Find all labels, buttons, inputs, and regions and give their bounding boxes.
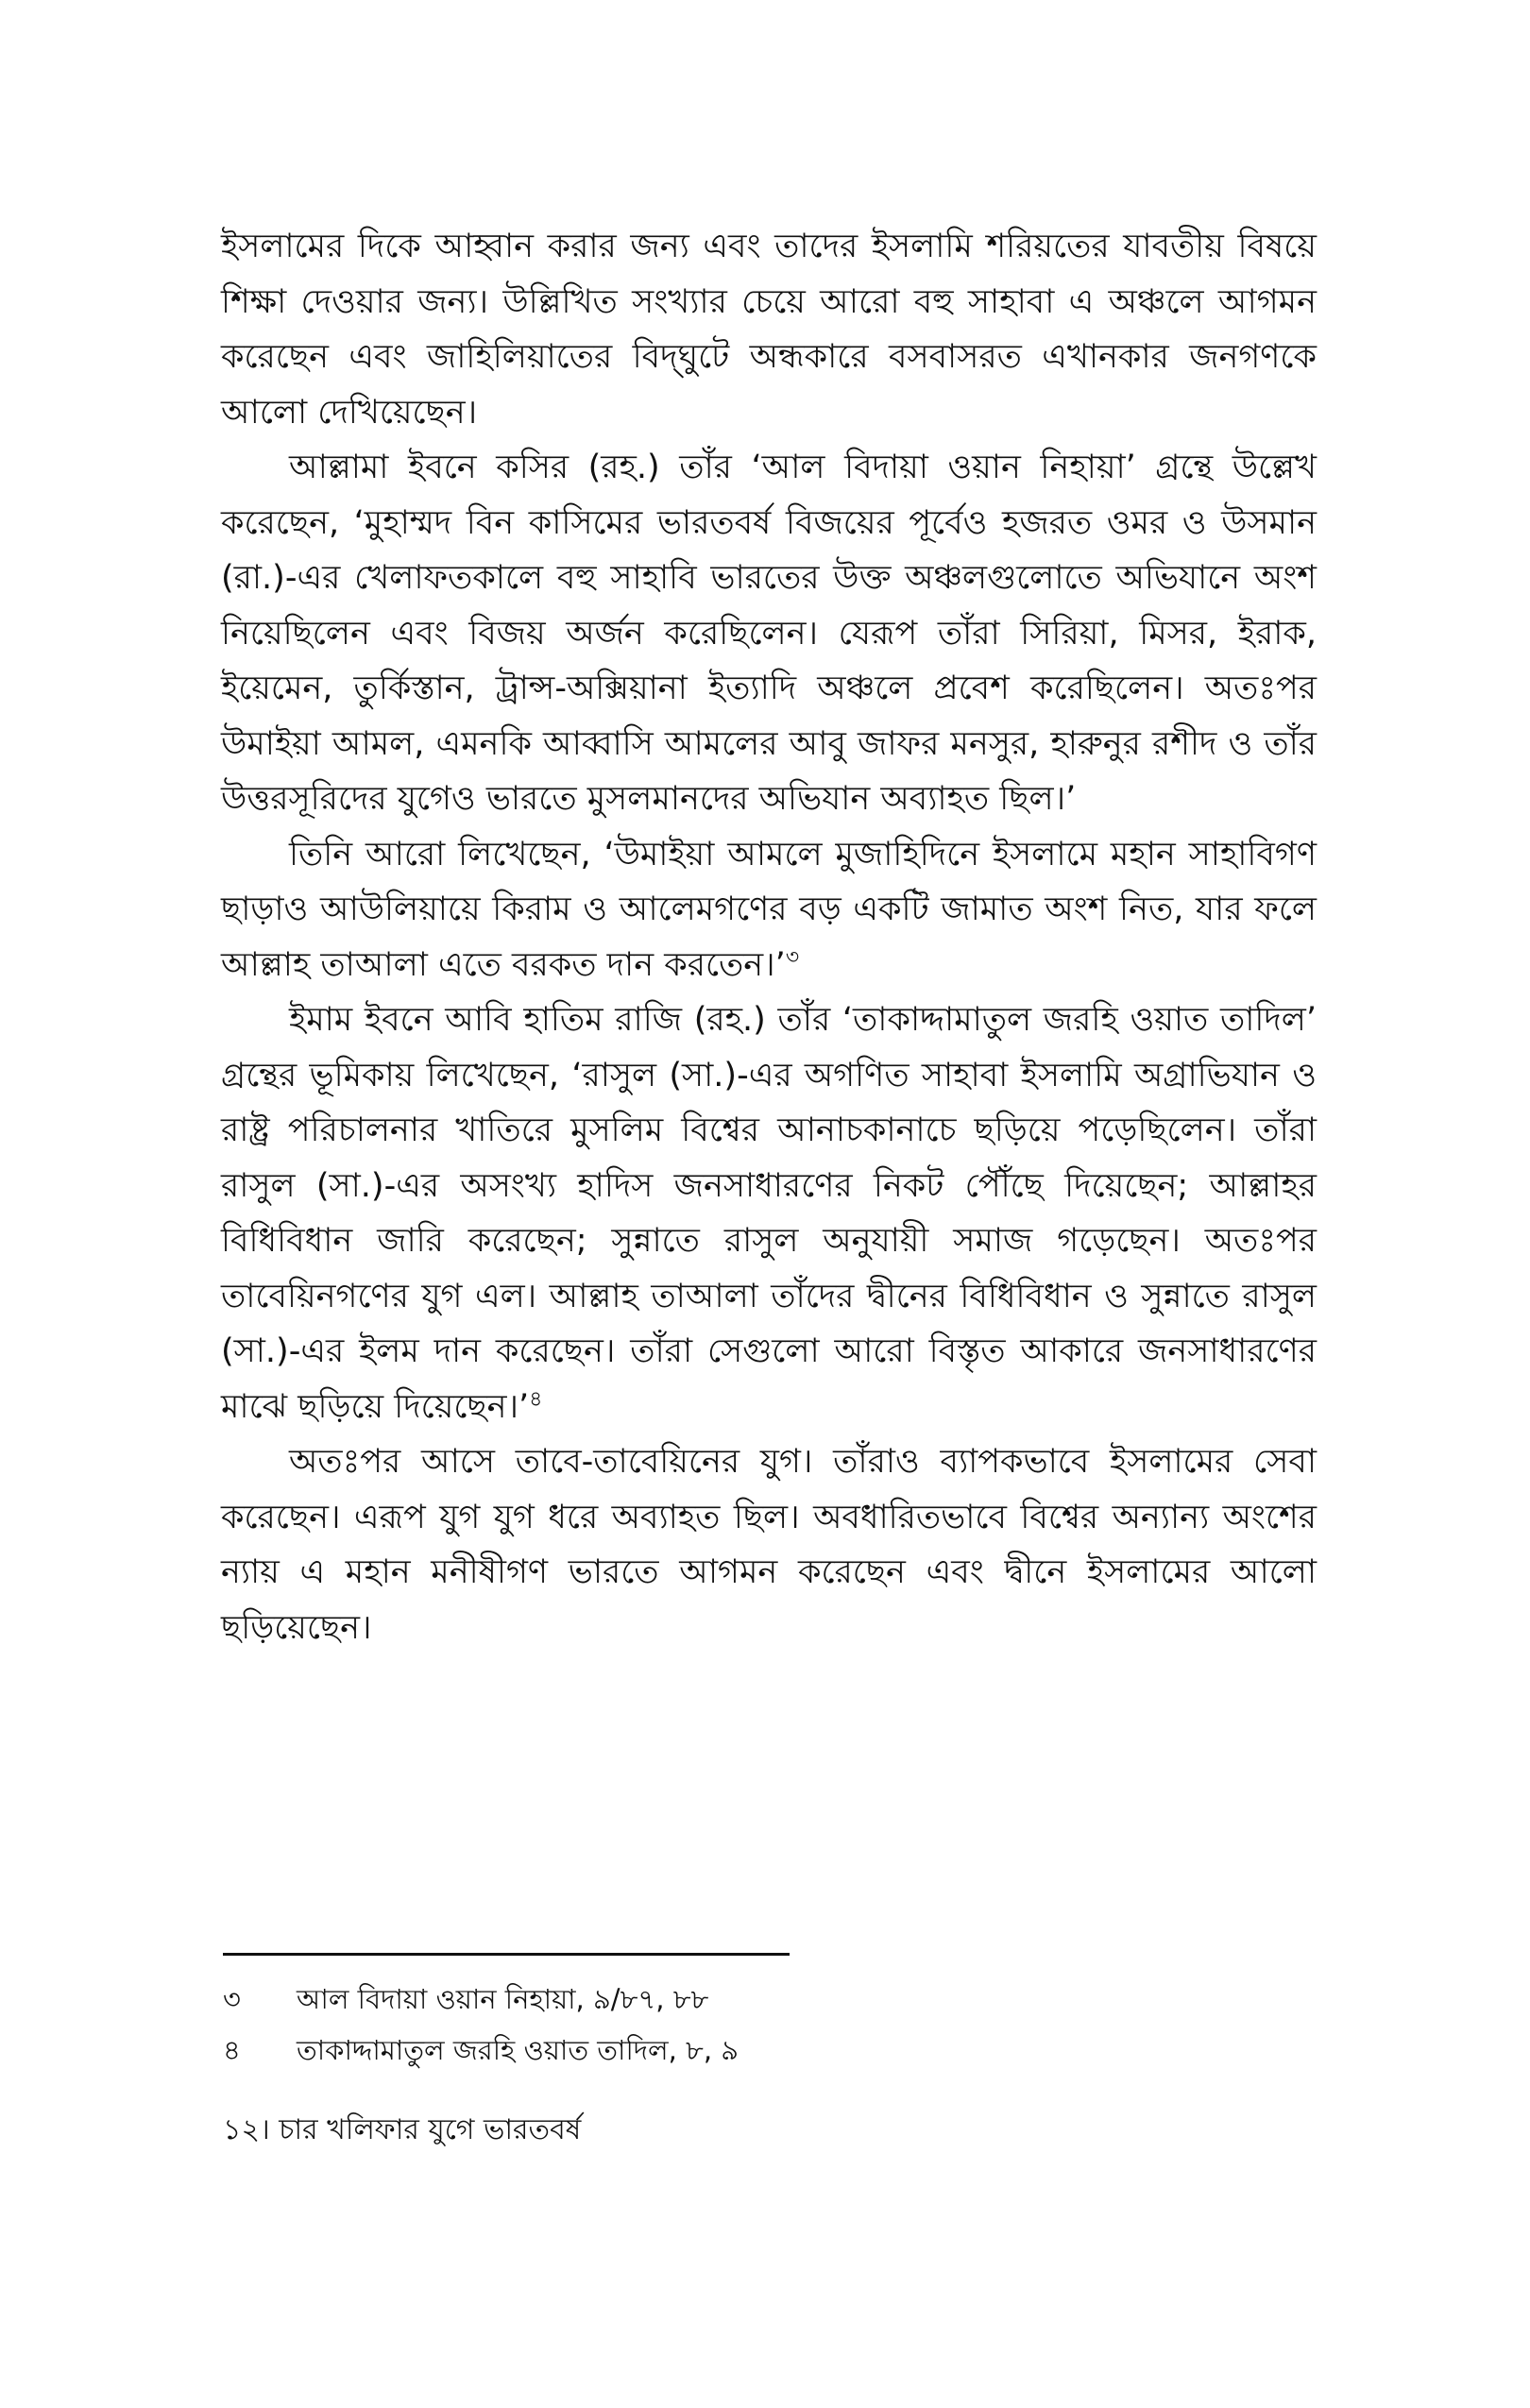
footnote-number: ৩ — [223, 1983, 241, 2015]
footnotes — [223, 1974, 1262, 2076]
footnote-item — [223, 1974, 1262, 2025]
body-text — [221, 219, 1317, 1655]
page-number-and-book-title: ১২। চার খলিফার যুগে ভারতবর্ষ — [223, 2113, 582, 2146]
paragraph-ibn-abi-hatim — [221, 992, 1317, 1434]
page-footer — [223, 2110, 581, 2151]
footnote-divider — [223, 1953, 790, 1956]
paragraph-ibn-kathir — [221, 440, 1317, 827]
footnote-text: তাকাদ্দামাতুল জরহি ওয়াত তাদিল, ৮, ৯ — [297, 2034, 740, 2066]
paragraph-text: আল্লামা ইবনে কসির (রহ.) তাঁর ‘আল বিদায়া ওয়ান নিহায়া’ গ্রন্থে উল্লেখ করেছেন, ‘মুহাম্মদ বিন কাসিমের ভারতবর্ষ বিজয়ের পূর্বেও হজরত ওমর ও উসমান (রা.)-এর খেলাফতকালে বহু সাহাবি ভারতের উক্ত অঞ্চলগুলোতে অভিযানে অংশ নিয়েছিলেন এবং বিজয় অর্জন করেছিলেন। যেরূপ তাঁরা সিরিয়া, মিসর, ইরাক, ইয়েমেন, তুর্কিস্তান, ট্রান্স-অক্সিয়ানা ইত্যাদি অঞ্চলে প্রবেশ করেছিলেন। অতঃপর উমাইয়া আমল, এমনকি আব্বাসি আমলের আবু জাফর মনসুর, হারুনুর রশীদ ও তাঁর উত্তরসূরিদের যুগেও ভারতে মুসলমানদের অভিযান অব্যাহত ছিল।’ — [221, 449, 1317, 818]
paragraph-continuation — [221, 219, 1317, 440]
paragraph-text: ইসলামের দিকে আহ্বান করার জন্য এবং তাদের ইসলামি শরিয়তের যাবতীয় বিষয়ে শিক্ষা দেওয়ার জন্য। উল্লিখিত সংখ্যার চেয়ে আরো বহু সাহাবা এ অঞ্চলে আগমন করেছেন এবং জাহিলিয়াতের বিদ্‌ঘুটে অন্ধকারে বসবাসরত এখানকার জনগণকে আলো দেখিয়েছেন। — [221, 228, 1317, 432]
paragraph-text: অতঃপর আসে তাবে-তাবেয়িনের যুগ। তাঁরাও ব্যাপকভাবে ইসলামের সেবা করেছেন। এরূপ যুগ যুগ ধরে অব্যাহত ছিল। অবধারিতভাবে বিশ্বের অন্যান্য অংশের ন্যায় এ মহান মনীষীগণ ভারতে আগমন করেছেন এবং দ্বীনে ইসলামের আলো ছড়িয়েছেন। — [221, 1443, 1317, 1647]
paragraph-text: ইমাম ইবনে আবি হাতিম রাজি (রহ.) তাঁর ‘তাকাদ্দামাতুল জরহি ওয়াত তাদিল’ গ্রন্থের ভূমিকায় লিখেছেন, ‘রাসুল (সা.)-এর অগণিত সাহাবা ইসলামি অগ্রাভিযান ও রাষ্ট্র পরিচালনার খাতিরে মুসলিম বিশ্বের আনাচকানাচে ছড়িয়ে পড়েছিলেন। তাঁরা রাসুল (সা.)-এর অসংখ্য হাদিস জনসাধারণের নিকট পৌঁছে দিয়েছেন; আল্লাহর বিধিবিধান জারি করেছেন; সুন্নাতে রাসুল অনুযায়ী সমাজ গড়েছেন। অতঃপর তাবেয়িনগণের যুগ এল। আল্লাহ তাআলা তাঁদের দ্বীনের বিধিবিধান ও সুন্নাতে রাসুল (সা.)-এর ইলম দান করেছেন। তাঁরা সেগুলো আরো বিস্তৃত আকারে জনসাধারণের মাঝে ছড়িয়ে দিয়েছেন।’ — [221, 1001, 1317, 1426]
footnote-text: আল বিদায়া ওয়ান নিহায়া, ৯/৮৭, ৮৮ — [297, 1983, 709, 2015]
paragraph-umayyad — [221, 827, 1317, 993]
paragraph-tabe-tabeyin — [221, 1434, 1317, 1655]
footnote-marker[interactable]: ৪ — [529, 1386, 543, 1411]
footnote-number: ৪ — [223, 2034, 241, 2066]
footnote-item — [223, 2025, 1262, 2076]
paragraph-text: তিনি আরো লিখেছেন, ‘উমাইয়া আমলে মুজাহিদিনে ইসলামে মহান সাহাবিগণ ছাড়াও আউলিয়ায়ে কিরাম ও আলেমগণের বড় একটি জামাত অংশ নিত, যার ফলে আল্লাহ তাআলা এতে বরকত দান করতেন।’ — [221, 835, 1317, 984]
footnote-marker[interactable]: ৩ — [785, 944, 800, 969]
